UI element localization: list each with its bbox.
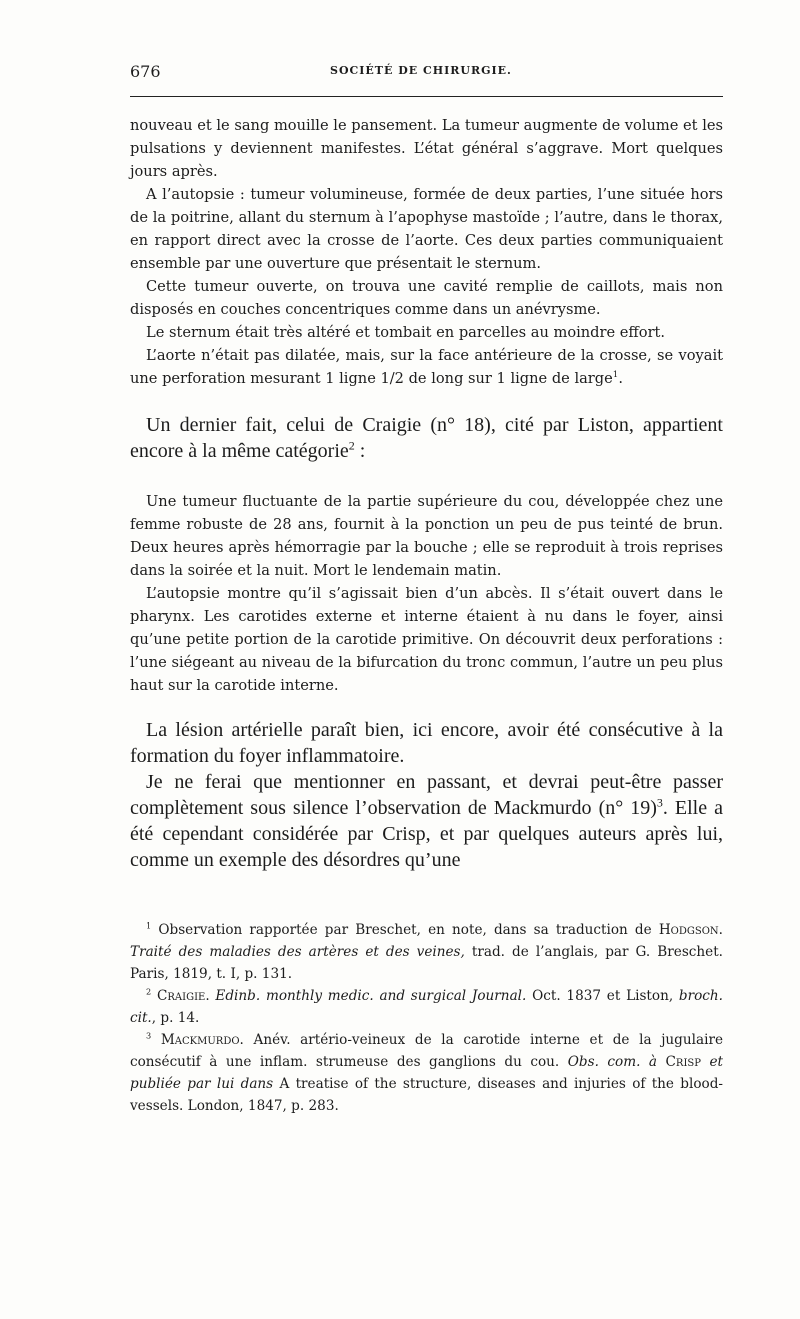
footnote-2 (130, 985, 723, 1029)
footnote-mark: 1 (146, 920, 152, 931)
footnote-text: Oct. 1837 et Liston, (526, 988, 679, 1004)
footnote-italic: et publiée par lui dans (130, 1054, 723, 1092)
paragraph-end: . (618, 370, 623, 387)
paragraph-text: L’aorte n’était pas dilatée, mais, sur la face antérieure de la crosse, se voyait une perforation mesurant 1 ligne 1/2 de long sur 1 ligne de large (130, 347, 723, 387)
footnote-text: Observation rapportée par Breschet, en note, dans sa traduction de (158, 922, 652, 938)
footnotes (130, 919, 723, 1117)
body-text-block (130, 412, 723, 464)
paragraph: Le sternum était très altéré et tombait en parcelles au moindre effort. (146, 324, 666, 341)
footnote-author: Mackmurdo (160, 1032, 240, 1048)
footnote-text: A treatise of the structure, diseases and injuries of the blood-vessels. London, 1847, p. 283. (130, 1076, 723, 1114)
paragraph: Cette tumeur ouverte, on trouva une cavité remplie de caillots, mais non disposés en couches concentriques comme dans un anévrysme. (130, 278, 723, 318)
paragraph: La lésion artérielle paraît bien, ici encore, avoir été consécutive à la formation du foyer inflammatoire. (130, 719, 723, 767)
footnote-1 (130, 919, 723, 985)
page-number: 676 (130, 62, 161, 81)
case-text-block (130, 114, 723, 390)
paragraph-text: . Elle a été cependant considérée par Crisp, et par quelques auteurs après lui, comme un exemple des désordres qu’une (130, 797, 723, 871)
footnote-author: Hodgson (658, 922, 719, 938)
paragraph: Une tumeur fluctuante de la partie supérieure du cou, développée chez une femme robuste de 28 ans, fournit à la ponction un peu de pus teinté de brun. Deux heures après hémorragie par la bouche ; elle se reproduit à trois reprises dans la soirée et la nuit. Mort le lendemain matin. (130, 493, 723, 579)
paragraph-text: Je ne ferai que mentionner en passant, et devrai peut-être passer complètement sous silence l’observation de Mackmurdo (n° 19) (130, 771, 723, 819)
footnote-mark: 3 (146, 1030, 152, 1041)
footnote-italic: Obs. com. à (567, 1054, 658, 1070)
footnote-ref: 2 (348, 438, 355, 453)
running-head (130, 60, 723, 88)
paragraph: L’autopsie montre qu’il s’agissait bien d’un abcès. Il s’était ouvert dans le pharynx. Les carotides externe et interne étaient à nu dans le foyer, ainsi qu’une petite portion de la carotide primitive. On découvrit deux perforations : l’une siégeant au niveau de la bifurcation du tronc commun, l’autre un peu plus haut sur la carotide interne. (130, 585, 723, 694)
paragraph-end: : (354, 440, 366, 462)
footnote-text: . Anév. artério-veineux de la carotide interne et de la jugulaire consécutif à une inflam. strumeuse des ganglions du cou. (130, 1032, 723, 1070)
footnote-author: Craigie (156, 988, 206, 1004)
footnote-text: . (205, 988, 216, 1004)
paragraph (130, 412, 723, 464)
footnote-3 (130, 1029, 723, 1117)
running-title: SOCIÉTÉ DE CHIRURGIE. (330, 64, 512, 77)
footnote-title: Edinb. monthly medic. and surgical Journal. (215, 988, 527, 1004)
header-rule (130, 96, 723, 97)
body-text-block (130, 717, 723, 873)
paragraph: nouveau et le sang mouille le pansement. La tumeur augmente de volume et les pulsations y deviennent manifestes. L’état général s’aggrave. Mort quelques jours après. (130, 117, 723, 180)
footnote-ref: 3 (656, 795, 663, 810)
paragraph: A l’autopsie : tumeur volumineuse, formée de deux parties, l’une située hors de la poitrine, allant du sternum à l’apophyse mastoïde ; l’autre, dans le thorax, en rapport direct avec la crosse de l’aorte. Ces deux parties communiquaient ensemble par une ouverture que présentait le sternum. (130, 186, 723, 272)
page (130, 60, 723, 1117)
footnote-title: Traité des maladies des artères et des veines, (130, 944, 465, 960)
footnote-ref-text: broch. cit. (130, 988, 723, 1026)
paragraph (130, 769, 723, 873)
case-text-block (130, 490, 723, 697)
footnote-mark: 2 (146, 986, 152, 997)
paragraph-text: Un dernier fait, celui de Craigie (n° 18), cité par Liston, appartient encore à la même catégorie (130, 414, 723, 462)
paragraph (130, 344, 723, 390)
footnote-ref: 1 (612, 370, 619, 381)
footnote-text: , p. 14. (151, 1010, 200, 1026)
footnote-author: Crisp (665, 1054, 701, 1070)
footnote-text: trad. de l’anglais, par G. Breschet. Paris, 1819, t. I, p. 131. (130, 944, 724, 982)
footnote-text: . (718, 922, 723, 938)
